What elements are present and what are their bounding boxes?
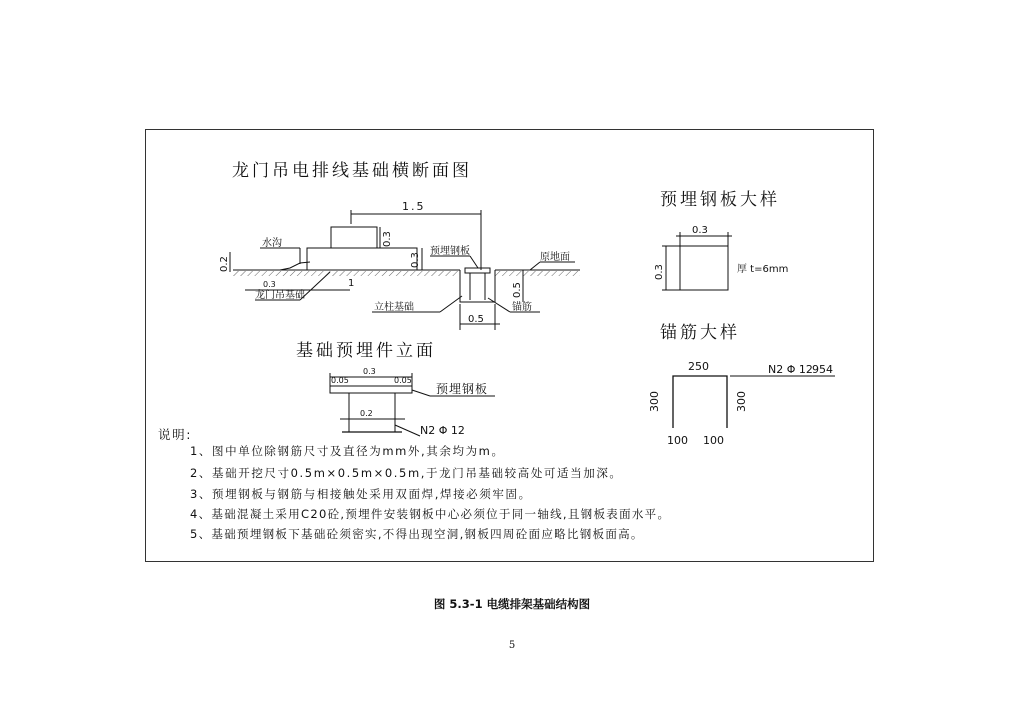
dim-base: 1	[348, 278, 355, 289]
figure-caption: 图 5.3-1 电缆排架基础结构图	[433, 597, 591, 611]
dim-top: 1.5	[402, 200, 426, 213]
ground-hatch-left	[233, 271, 460, 276]
dim-small-left: 0.3	[263, 280, 276, 289]
dim-block-height: 0.3	[382, 231, 393, 247]
elevation-title: 基础预埋件立面	[296, 341, 436, 361]
elev-dim-inner: 0.2	[360, 409, 373, 418]
elev-dim-total: 0.3	[363, 367, 376, 376]
elev-dim-left: 0.05	[331, 376, 349, 385]
anchor-dim-top: 250	[688, 360, 709, 373]
label-original-ground: 原地面	[540, 252, 570, 263]
anchor-dim-left: 300	[648, 391, 661, 412]
dim-pit-height: 0.5	[512, 282, 523, 298]
note-item-2: 2、基础开挖尺寸0.5m×0.5m×0.5m,于龙门吊基础较高处可适当加深。	[190, 466, 623, 480]
main-title: 龙门吊电排线基础横断面图	[232, 161, 472, 181]
note-item-4: 4、基础混凝土采用C20砼,预埋件安装钢板中心必须位于同一轴线,且钢板表面水平。	[190, 507, 671, 521]
elev-dim-right: 0.05	[394, 376, 412, 385]
anchor-rebar-length: 954	[812, 363, 833, 376]
anchor-dim-right: 300	[735, 391, 748, 412]
label-gantry-foundation: 龙门吊基础	[255, 290, 305, 301]
dim-bottom-width: 0.5	[468, 314, 484, 325]
plate-dim-width: 0.3	[692, 225, 708, 236]
plate-detail	[662, 232, 732, 290]
anchor-detail	[673, 376, 835, 428]
label-column-foundation: 立柱基础	[374, 302, 414, 313]
label-drain: 水沟	[262, 238, 282, 249]
label-anchor-bar: 锚筋	[512, 302, 532, 313]
note-item-3: 3、预埋钢板与钢筋与相接触处采用双面焊,焊接必须牢固。	[190, 487, 532, 501]
anchor-rebar-spec: N2 Φ 12	[768, 363, 813, 376]
note-item-5: 5、基础预埋钢板下基础砼须密实,不得出现空洞,钢板四周砼面应略比钢板面高。	[190, 527, 644, 541]
note-item-1: 1、图中单位除钢筋尺寸及直径为mm外,其余均为m。	[190, 444, 505, 458]
plate-thickness: 厚 t=6mm	[737, 264, 789, 275]
anchor-dim-bottom-right: 100	[703, 434, 724, 447]
page-number: 5	[508, 640, 516, 651]
ground-hatch-right	[495, 271, 580, 276]
dim-slot-height: 0.3	[410, 252, 421, 268]
label-embedded-plate: 预埋钢板	[430, 246, 470, 257]
anchor-title: 锚筋大样	[660, 323, 740, 343]
anchor-dim-bottom-left: 100	[667, 434, 688, 447]
elev-label-plate: 预埋钢板	[436, 382, 489, 396]
notes-heading: 说明:	[158, 427, 193, 442]
plate-dim-height: 0.3	[654, 264, 665, 280]
plate-title: 预埋钢板大样	[660, 190, 780, 210]
dim-left-depth: 0.2	[219, 256, 230, 272]
elev-rebar-spec: N2 Φ 12	[420, 424, 465, 437]
